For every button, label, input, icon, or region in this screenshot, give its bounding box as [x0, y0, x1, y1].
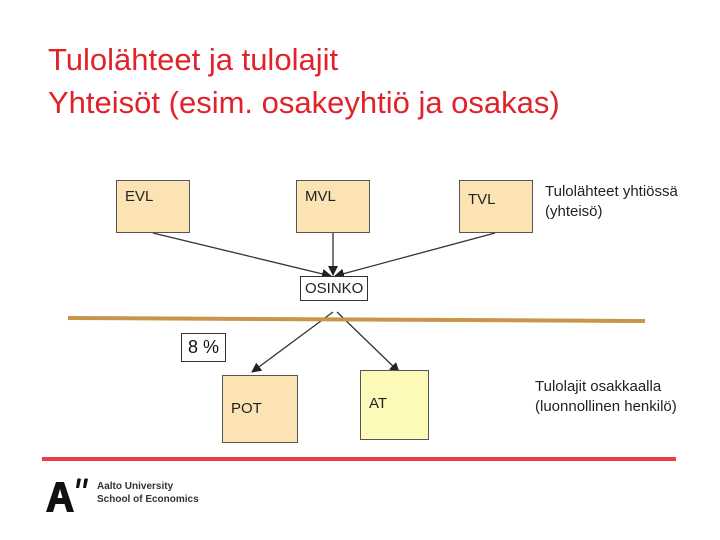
source-label-tvl: TVL	[468, 191, 496, 208]
tvl-to-osinko-arrow	[335, 233, 495, 276]
title-line-1: Tulolähteet ja tulolajit	[48, 42, 339, 77]
source-label-mvl: MVL	[305, 188, 336, 205]
percent-label: 8 %	[188, 337, 220, 357]
aalto-logo-text	[97, 480, 199, 506]
income-caption	[535, 377, 677, 417]
dividend-box	[300, 276, 368, 301]
sources-caption-line-1: Tulolähteet yhtiössä	[545, 183, 678, 200]
income-label-pot: POT	[231, 400, 262, 417]
income-label-at: AT	[369, 395, 388, 412]
divider-line	[68, 318, 645, 321]
income-caption-line-1: Tulolajit osakkaalla	[535, 378, 662, 395]
income-box-at	[360, 370, 429, 440]
sources-caption	[545, 182, 678, 222]
sources-caption-line-2: (yhteisö)	[545, 203, 603, 220]
percent-box	[181, 333, 226, 362]
source-box-evl	[116, 180, 190, 233]
title-line-2: Yhteisöt (esim. osakeyhtiö ja osakas)	[48, 85, 560, 120]
logo-line-1: Aalto University	[97, 481, 174, 492]
income-box-pot	[222, 375, 298, 443]
dividend-label: OSINKO	[305, 280, 364, 297]
source-label-evl: EVL	[125, 188, 154, 205]
source-box-tvl	[459, 180, 533, 233]
income-caption-line-2: (luonnollinen henkilö)	[535, 398, 677, 415]
logo-line-2: School of Economics	[97, 494, 199, 505]
source-box-mvl	[296, 180, 370, 233]
evl-to-osinko-arrow	[153, 233, 331, 276]
aalto-logo-icon	[44, 478, 94, 514]
